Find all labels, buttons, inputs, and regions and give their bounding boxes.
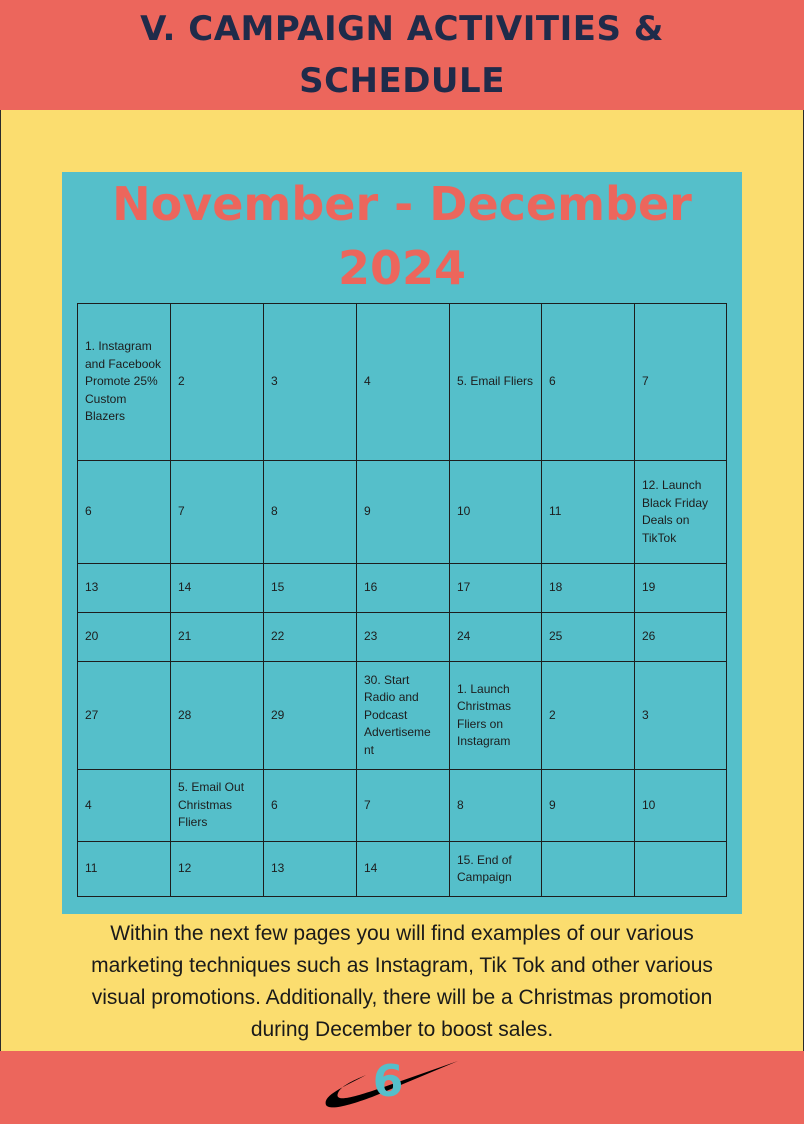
calendar-day-cell: 23 <box>357 613 450 662</box>
calendar-day-cell: 2 <box>171 304 264 461</box>
calendar-day-cell: 13 <box>264 842 357 897</box>
calendar-day-cell: 4 <box>357 304 450 461</box>
calendar-title-months: November - December <box>112 177 692 231</box>
calendar-day-cell: 30. Start Radio and Podcast Advertiseme nt <box>357 662 450 770</box>
section-title-line1: V. CAMPAIGN ACTIVITIES & <box>140 9 664 49</box>
calendar-day-cell: 3 <box>635 662 727 770</box>
calendar-day-cell: 14 <box>357 842 450 897</box>
calendar-day-cell: 8 <box>264 461 357 564</box>
page-header <box>0 0 804 110</box>
calendar-day-cell <box>635 842 727 897</box>
calendar-day-cell: 15. End of Campaign <box>450 842 542 897</box>
intro-line: during December to boost sales. <box>250 1018 554 1041</box>
calendar-day-cell: 24 <box>450 613 542 662</box>
calendar-day-cell: 5. Email Out Christmas Fliers <box>171 770 264 842</box>
calendar-week-row <box>78 304 727 461</box>
calendar-day-cell: 11 <box>78 842 171 897</box>
calendar-title-year: 2024 <box>337 241 467 295</box>
calendar-day-cell: 9 <box>357 461 450 564</box>
calendar-day-cell: 4 <box>78 770 171 842</box>
calendar-day-cell: 11 <box>542 461 635 564</box>
calendar-day-cell: 12 <box>171 842 264 897</box>
calendar-day-cell: 12. Launch Black Friday Deals on TikTok <box>635 461 727 564</box>
calendar-day-cell: 17 <box>450 564 542 613</box>
calendar-day-cell: 7 <box>635 304 727 461</box>
calendar-day-cell: 14 <box>171 564 264 613</box>
calendar-week-row <box>78 461 727 564</box>
calendar-day-cell: 10 <box>635 770 727 842</box>
calendar-day-cell: 16 <box>357 564 450 613</box>
calendar-day-cell: 22 <box>264 613 357 662</box>
calendar-day-cell: 8 <box>450 770 542 842</box>
calendar-day-cell: 7 <box>357 770 450 842</box>
page-number: 6 <box>372 1056 404 1107</box>
calendar-day-cell: 18 <box>542 564 635 613</box>
intro-paragraph <box>0 918 804 1046</box>
campaign-calendar <box>77 303 727 897</box>
intro-line: Within the next few pages you will find examples of our various <box>110 922 694 945</box>
calendar-day-cell: 13 <box>78 564 171 613</box>
calendar-day-cell: 26 <box>635 613 727 662</box>
calendar-week-row <box>78 613 727 662</box>
calendar-day-cell: 19 <box>635 564 727 613</box>
intro-line: marketing techniques such as Instagram, Tik Tok and other various <box>91 954 713 977</box>
calendar-title <box>62 172 742 300</box>
calendar-week-row <box>78 564 727 613</box>
calendar-day-cell <box>542 842 635 897</box>
calendar-day-cell: 20 <box>78 613 171 662</box>
calendar-day-cell: 6 <box>542 304 635 461</box>
calendar-day-cell: 15 <box>264 564 357 613</box>
calendar-day-cell: 7 <box>171 461 264 564</box>
calendar-week-row <box>78 662 727 770</box>
calendar-day-cell: 21 <box>171 613 264 662</box>
calendar-day-cell: 27 <box>78 662 171 770</box>
calendar-day-cell: 1. Instagram and Facebook Promote 25% Custom Blazers <box>78 304 171 461</box>
calendar-week-row <box>78 770 727 842</box>
intro-line: visual promotions. Additionally, there will be a Christmas promotion <box>91 986 713 1009</box>
calendar-day-cell: 10 <box>450 461 542 564</box>
calendar-day-cell: 5. Email Fliers <box>450 304 542 461</box>
calendar-day-cell: 9 <box>542 770 635 842</box>
calendar-day-cell: 29 <box>264 662 357 770</box>
calendar-day-cell: 6 <box>78 461 171 564</box>
calendar-day-cell: 2 <box>542 662 635 770</box>
calendar-day-cell: 6 <box>264 770 357 842</box>
calendar-day-cell: 1. Launch Christmas Fliers on Instagram <box>450 662 542 770</box>
calendar-day-cell: 28 <box>171 662 264 770</box>
calendar-day-cell: 25 <box>542 613 635 662</box>
calendar-week-row <box>78 842 727 897</box>
section-title-line2: SCHEDULE <box>299 61 505 101</box>
calendar-day-cell: 3 <box>264 304 357 461</box>
